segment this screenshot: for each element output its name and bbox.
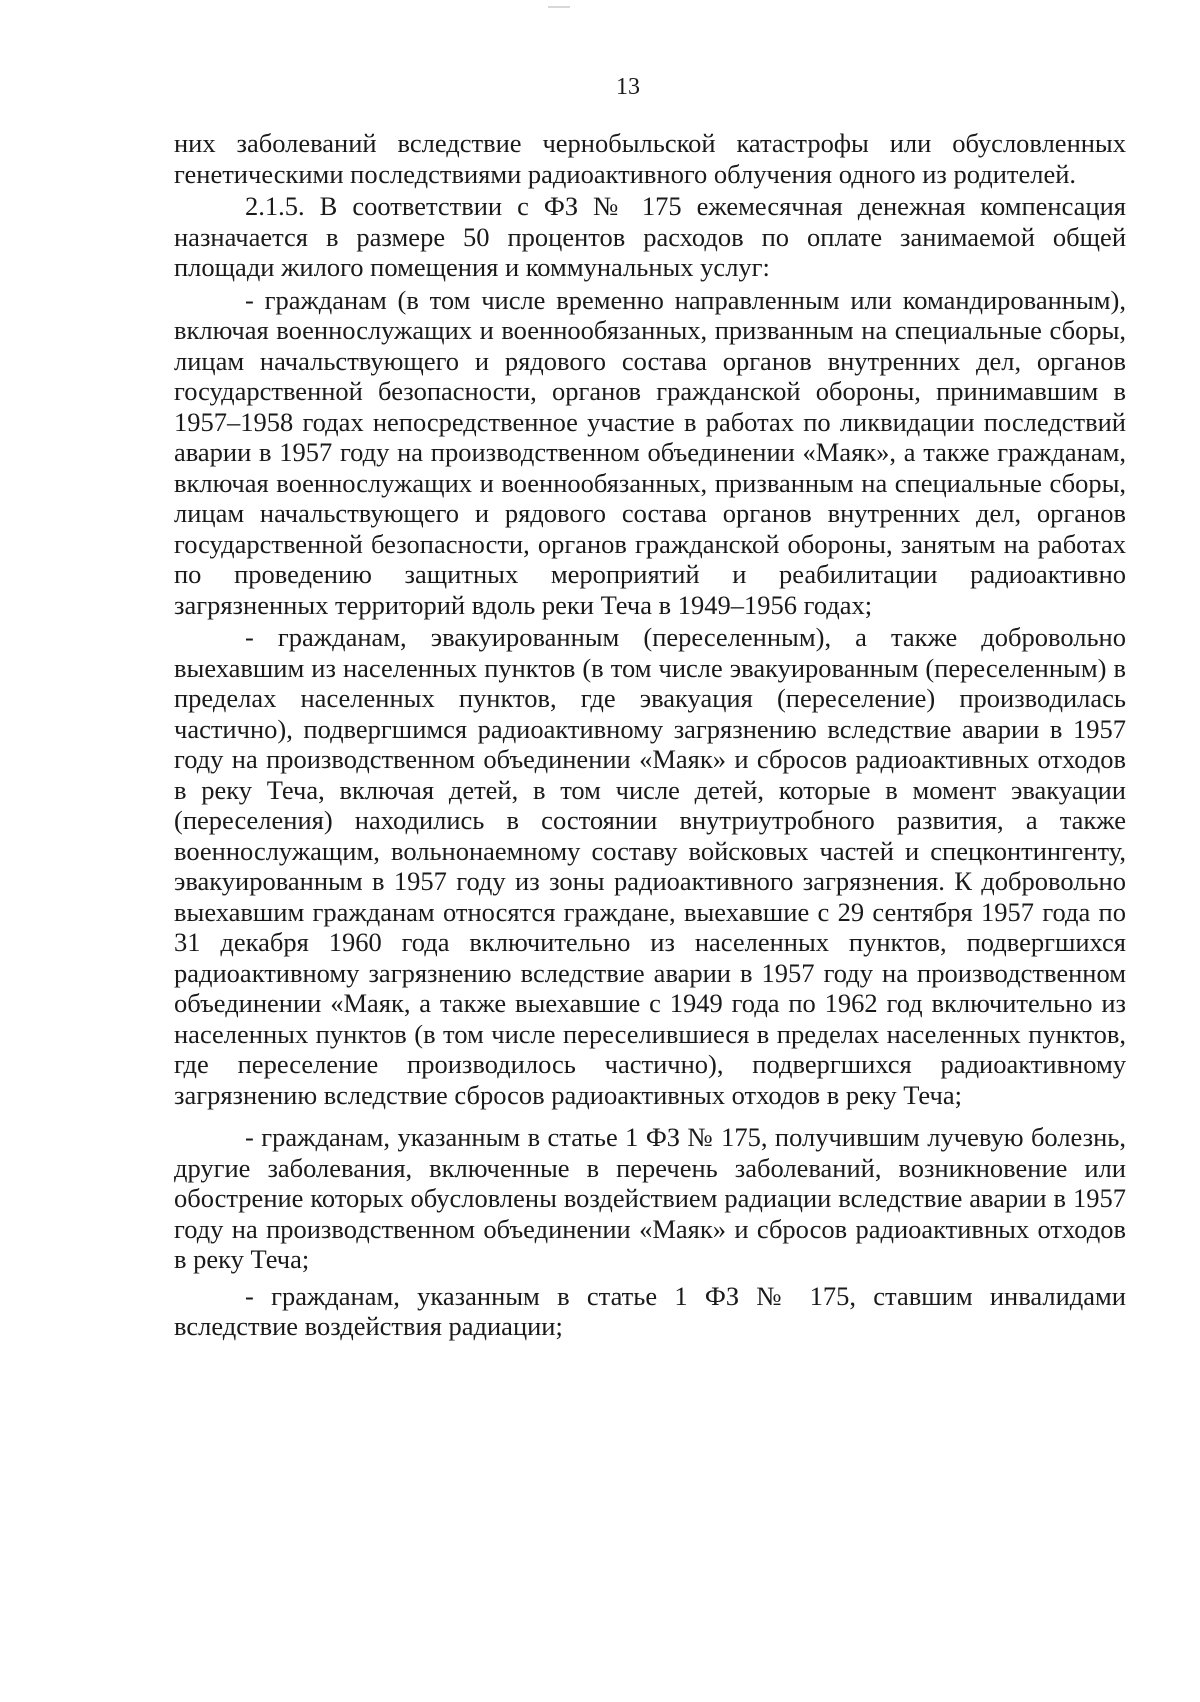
paragraph-list-item-3: - гражданам, указанным в статье 1 ФЗ № 175, получившим лучевую болезнь, другие заболевания, включенные в перечень заболеваний, возникновение или обострение которых обусловлены воздействием радиации вследствие аварии в 1957 году на производственном объединении «Маяк» и сбросов радиоактивных отходов в реку Теча;	[174, 1122, 1126, 1274]
paragraph-list-item-4: - гражданам, указанным в статье 1 ФЗ № 175, ставшим инвалидами вследствие воздействия радиации;	[174, 1280, 1126, 1341]
paragraph-list-item-1: - гражданам (в том числе временно направленным или командированным), включая военнослужащих и военнообязанных, призванным на специальные сборы, лицам начальствующего и рядового состава органов внутренних дел, органов государственной безопасности, органов гражданской обороны, принимавшим в 1957–1958 годах непосредственное участие в работах по ликвидации последствий аварии в 1957 году на производственном объединении «Маяк», а также гражданам, включая военнослужащих и военнообязанных, призванным на специальные сборы, лицам начальствующего и рядового состава органов внутренних дел, органов государственной безопасности, органов гражданской обороны, занятым на работах по проведению защитных мероприятий и реабилитации радиоактивно загрязненных территорий вдоль реки Теча в 1949–1956 годах;	[174, 284, 1126, 620]
page-number: 13	[616, 74, 640, 100]
paragraph-list-item-2: - гражданам, эвакуированным (переселенным), а также добровольно выехавшим из населенных пунктов (в том числе эвакуированным (переселенным) в пределах населенных пунктов, где эвакуация (переселение) производилась частично), подвергшимся радиоактивному загрязнению вследствие аварии в 1957 году на производственном объединении «Маяк» и сбросов радиоактивных отходов в реку Теча, включая детей, в том числе детей, которые в момент эвакуации (переселения) находились в состоянии внутриутробного развития, а также военнослужащим, вольнонаемному составу войсковых частей и спецконтингенту, эвакуированным в 1957 году из зоны радиоактивного загрязнения. К добровольно выехавшим гражданам относятся граждане, выехавшие с 29 сентября 1957 года по 31 декабря 1960 года включительно из населенных пунктов, подвергшихся радиоактивному загрязнению вследствие аварии в 1957 году на производственном объединении «Маяк, а также выехавшие с 1949 года по 1962 год включительно из населенных пунктов (в том числе переселившиеся в пределах населенных пунктов, где переселение производилось частично), подвергшихся радиоактивному загрязнению вследствие сбросов радиоактивных отходов в реку Теча;	[174, 622, 1126, 1110]
paragraph-continuation: них заболеваний вследствие чернобыльской катастрофы или обусловленных генетическими последствиями радиоактивного облучения одного из родителей.	[174, 128, 1126, 189]
paragraph-section-2-1-5: 2.1.5. В соответствии с ФЗ № 175 ежемесячная денежная компенсация назначается в размере 50 процентов расходов по оплате занимаемой общей площади жилого помещения и коммунальных услуг:	[174, 191, 1126, 282]
document-body	[174, 128, 1126, 1344]
scan-artifact	[548, 6, 570, 8]
